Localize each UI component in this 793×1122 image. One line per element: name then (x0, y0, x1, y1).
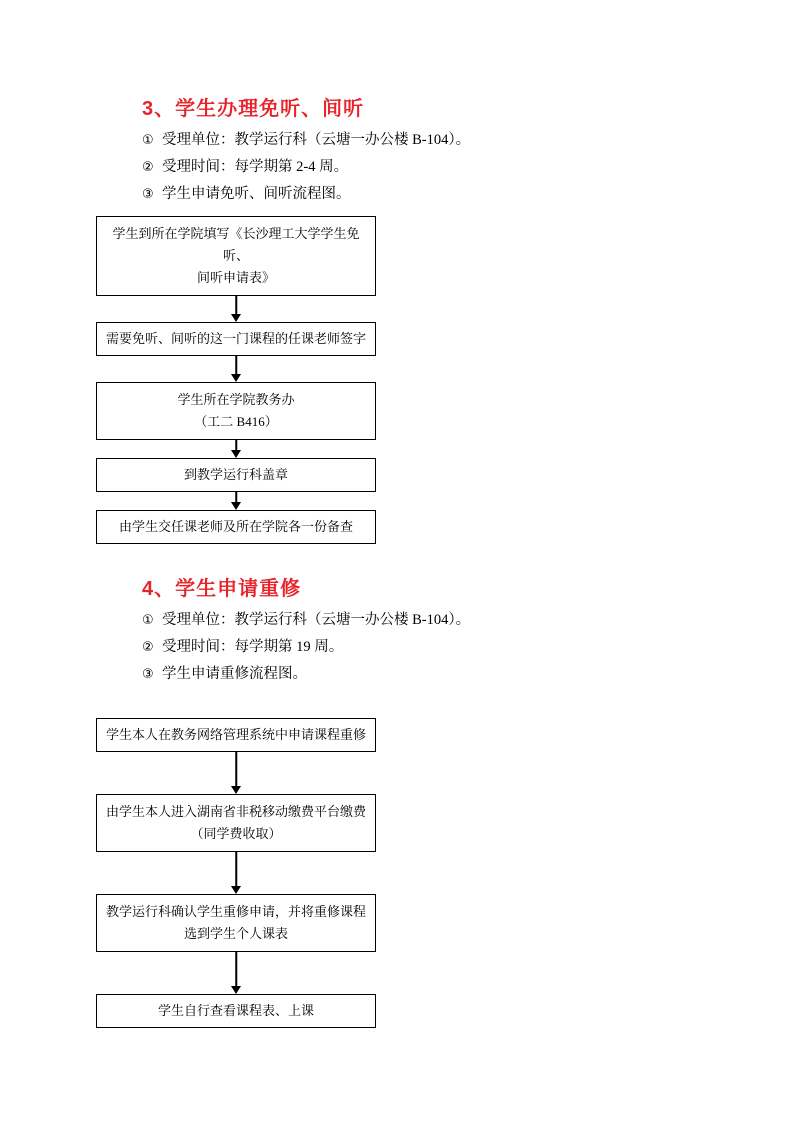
flow-step-line: 学生本人在教务网络管理系统中申请课程重修 (105, 727, 366, 742)
flow-step-line: 选到学生个人课表 (183, 926, 288, 941)
flow-step-line: 需要免听、间听的这一门课程的任课老师签字 (105, 331, 366, 346)
list-item-text: 受理时间：每学期第 19 周。 (162, 639, 344, 655)
flow-step (96, 322, 376, 356)
list-item (142, 661, 696, 688)
section-3-items (96, 127, 696, 208)
list-item (142, 181, 696, 208)
flow-step (96, 382, 376, 440)
flow-step (96, 794, 376, 852)
section-heading-4: 4、学生申请重修 (142, 578, 302, 600)
flowchart-section-3 (96, 216, 376, 544)
flow-arrow-icon (96, 752, 376, 794)
list-item-number: ① (142, 613, 154, 628)
list-item-number: ① (142, 133, 154, 148)
flow-step-line: 学生所在学院教务办 (177, 392, 295, 407)
list-item-text: 学生申请免听、间听流程图。 (162, 186, 351, 202)
flow-step (96, 510, 376, 544)
list-item (142, 154, 696, 181)
list-item-number: ② (142, 640, 154, 655)
flow-step-line: 间听申请表》 (196, 270, 275, 285)
flow-step-line: （同学费收取） (190, 826, 282, 841)
flow-step (96, 994, 376, 1028)
list-item (142, 127, 696, 154)
flow-step (96, 718, 376, 752)
list-item-text: 受理时间：每学期第 2-4 周。 (162, 159, 349, 175)
flow-arrow-icon (96, 952, 376, 994)
flow-step-line: 到教学运行科盖章 (183, 467, 288, 482)
list-item-number: ③ (142, 667, 154, 682)
flow-arrow-icon (96, 852, 376, 894)
flow-step (96, 894, 376, 952)
flow-arrow-icon (96, 440, 376, 458)
flow-step-line: 教学运行科确认学生重修申请，并将重修课程 (105, 904, 366, 919)
list-item (142, 634, 696, 661)
section-heading-3: 3、学生办理免听、间听 (142, 98, 365, 120)
flow-arrow-icon (96, 296, 376, 322)
list-item (142, 607, 696, 634)
flow-step-line: 学生自行查看课程表、上课 (157, 1003, 314, 1018)
flow-step-line: （工二 B416） (194, 414, 278, 429)
list-item-text: 受理单位：教学运行科（云塘一办公楼 B-104）。 (162, 612, 471, 628)
section-4-items (96, 607, 696, 688)
document-content (96, 92, 696, 1028)
list-item-text: 受理单位：教学运行科（云塘一办公楼 B-104）。 (162, 132, 471, 148)
flow-step (96, 216, 376, 296)
flow-step (96, 458, 376, 492)
flow-step-line: 学生到所在学院填写《长沙理工大学学生免听、 (112, 226, 360, 263)
flowchart-section-4 (96, 718, 376, 1028)
list-item-text: 学生申请重修流程图。 (162, 666, 307, 682)
flow-step-line: 由学生本人进入湖南省非税移动缴费平台缴费 (105, 804, 366, 819)
list-item-number: ③ (142, 187, 154, 202)
list-item-number: ② (142, 160, 154, 175)
flow-arrow-icon (96, 492, 376, 510)
flow-arrow-icon (96, 356, 376, 382)
flow-step-line: 由学生交任课老师及所在学院各一份备查 (118, 519, 353, 534)
